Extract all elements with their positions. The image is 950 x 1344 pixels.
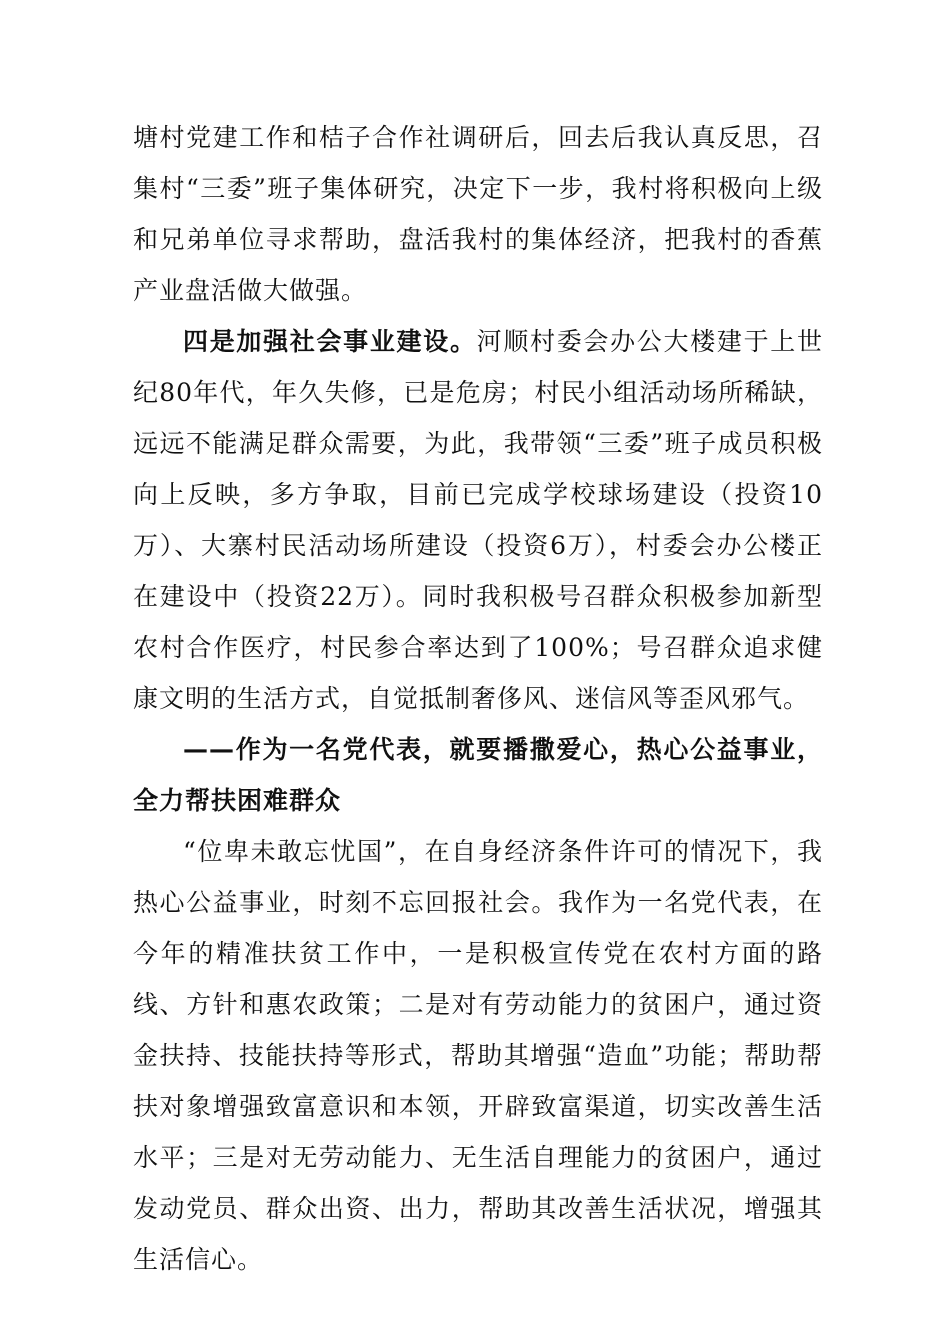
document-page: [133, 112, 823, 1285]
paragraph-body-text: 河顺村委会办公大楼建于上世纪80年代，年久失修，已是危房；村民小组活动场所稀缺，远远不能满足群众需要，为此，我带领“三委”班子成员积极向上反映，多方争取，目前已完成学校球场建设（投资10万）、大寨村民活动场所建设（投资6万），村委会办公楼正在建设中（投资22万）。同时我积极号召群众积极参加新型农村合作医疗，村民参合率达到了100%；号召群众追求健康文明的生活方式，自觉抵制奢侈风、迷信风等歪风邪气。: [133, 327, 823, 713]
paragraph-social-undertakings: [133, 316, 823, 724]
paragraph-lead-heading: 四是加强社会事业建设。: [183, 327, 477, 356]
paragraph-public-welfare: “位卑未敢忘忧国”，在自身经济条件许可的情况下，我热心公益事业，时刻不忘回报社会。我作为一名党代表，在今年的精准扶贫工作中，一是积极宣传党在农村方面的路线、方针和惠农政策；二是对有劳动能力的贫困户，通过资金扶持、技能扶持等形式，帮助其增强“造血”功能；帮助帮扶对象增强致富意识和本领，开辟致富渠道，切实改善生活水平；三是对无劳动能力、无生活自理能力的贫困户，通过发动党员、群众出资、出力，帮助其改善生活状况，增强其生活信心。: [133, 837, 823, 1274]
paragraph-continuation: 塘村党建工作和桔子合作社调研后，回去后我认真反思，召集村“三委”班子集体研究，决定下一步，我村将积极向上级和兄弟单位寻求帮助，盘活我村的集体经济，把我村的香蕉产业盘活做大做强。: [133, 123, 823, 305]
section-heading: ——作为一名党代表，就要播撒爱心，热心公益事业，全力帮扶困难群众: [133, 735, 823, 815]
